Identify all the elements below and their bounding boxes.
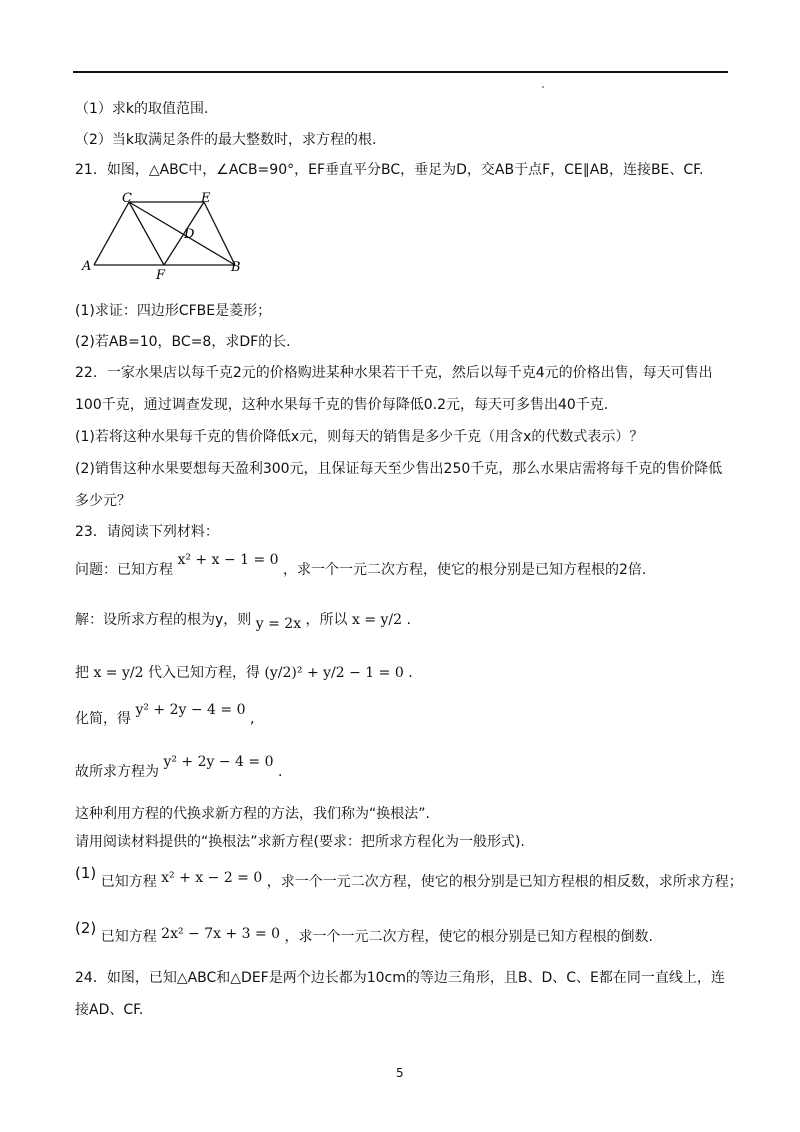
q23-sol-eq1: y = 2x	[255, 616, 302, 632]
q23-p2-num: (2)	[75, 919, 97, 937]
label-a: A	[82, 259, 92, 274]
q23-sol-text-a: 解：设所求方程的根为y，则	[75, 612, 252, 628]
q22-line1: 22．一家水果店以每千克2元的价格购进某种水果若干千克，然后以每千克4元的价格出售，每天可售出	[75, 365, 713, 381]
q23-simp-text-b: ,	[249, 711, 255, 727]
q22-part2a: (2)销售这种水果要想每天盈利300元，且保证每天至少售出250千克，那么水果店需将每千克的售价降低	[75, 461, 723, 477]
q23-part1	[75, 864, 743, 891]
q22-part2b: 多少元？	[75, 493, 131, 509]
q23-solution	[75, 611, 411, 632]
label-f: F	[156, 268, 166, 280]
q23-p1-num: (1)	[75, 864, 97, 882]
q23-substitution	[75, 664, 413, 682]
page-number: 5	[396, 1066, 404, 1080]
q23-sol-eq2: x = y/2	[352, 612, 403, 628]
q23-sub-eq2: (y/2)² + y/2 − 1 = 0	[264, 665, 404, 681]
q23-problem-eq: x² + x − 1 = 0	[177, 552, 279, 568]
q23-ans-eq: y² + 2y − 4 = 0	[163, 754, 274, 770]
q23-intro: 23．请阅读下列材料：	[75, 524, 219, 540]
q23-p2-text-a: 已知方程	[100, 929, 157, 945]
q23-sol-text-c: .	[406, 612, 411, 628]
q23-sub-eq1: x = y/2	[93, 665, 144, 681]
q20-part1: （1）求k的取值范围.	[75, 101, 209, 117]
q22-part1: (1)若将这种水果每千克的售价降低x元，则每天的销售是多少千克（用含x的代数式表示）？	[75, 429, 644, 445]
q23-sub-text-b: 代入已知方程，得	[147, 665, 260, 681]
segment-cf	[129, 202, 164, 265]
q21-figure	[78, 190, 258, 280]
label-b: B	[231, 260, 241, 275]
q23-task: 请用阅读材料提供的“换根法”求新方程(要求：把所求方程化为一般形式).	[75, 834, 525, 850]
label-e: E	[201, 191, 211, 206]
q23-problem-text-b: ，求一个一元二次方程，使它的根分别是已知方程根的2倍.	[283, 562, 647, 578]
q24-line1: 24．如图，已知△ABC和△DEF是两个边长都为10cm的等边三角形，且B、D、C、E都在同一直线上，连	[75, 970, 725, 986]
q23-sub-text-c: .	[408, 665, 413, 681]
q23-p1-eq: x² + x − 2 = 0	[161, 870, 263, 886]
q20-part2: （2）当k取满足条件的最大整数时，求方程的根.	[75, 132, 377, 148]
q24-line2: 接AD、CF.	[75, 1002, 144, 1018]
q23-answer	[75, 754, 283, 781]
header-rule	[73, 71, 728, 73]
q23-simp-eq: y² + 2y − 4 = 0	[135, 702, 246, 718]
q23-simp-text-a: 化简，得	[75, 711, 131, 727]
q23-p2-eq: 2x² − 7x + 3 = 0	[161, 926, 281, 942]
q21-part2: (2)若AB=10，BC=8，求DF的长.	[75, 334, 291, 350]
segment-ac	[94, 202, 129, 265]
q23-simplify	[75, 702, 255, 728]
header-dot	[542, 86, 544, 88]
q23-problem-text-a: 问题：已知方程	[75, 562, 173, 578]
label-c: C	[122, 191, 132, 206]
q23-p2-text-b: ，求一个一元二次方程，使它的根分别是已知方程根的倒数.	[284, 929, 653, 945]
q23-part2	[75, 919, 653, 946]
q23-p1-text-a: 已知方程	[100, 874, 157, 890]
q23-problem	[75, 552, 647, 579]
q21-part1: (1)求证：四边形CFBE是菱形；	[75, 303, 272, 319]
q23-p1-text-b: ，求一个一元二次方程，使它的根分别是已知方程根的相反数，求所求方程；	[266, 874, 743, 890]
q23-ans-text-b: .	[277, 764, 283, 780]
q21-stem: 21．如图，△ABC中，∠ACB=90°，EF垂直平分BC，垂足为D，交AB于点F，CE∥AB，连接BE、CF.	[75, 162, 704, 178]
label-d: D	[184, 227, 195, 242]
q23-ans-text-a: 故所求方程为	[75, 764, 159, 780]
q23-sub-text-a: 把	[75, 665, 89, 681]
q23-sol-text-b: ，所以	[305, 612, 348, 628]
q23-method: 这种利用方程的代换求新方程的方法，我们称为“换根法”.	[75, 806, 430, 822]
q22-line2: 100千克，通过调查发现，这种水果每千克的售价每降低0.2元，每天可多售出40千克.	[75, 397, 609, 413]
